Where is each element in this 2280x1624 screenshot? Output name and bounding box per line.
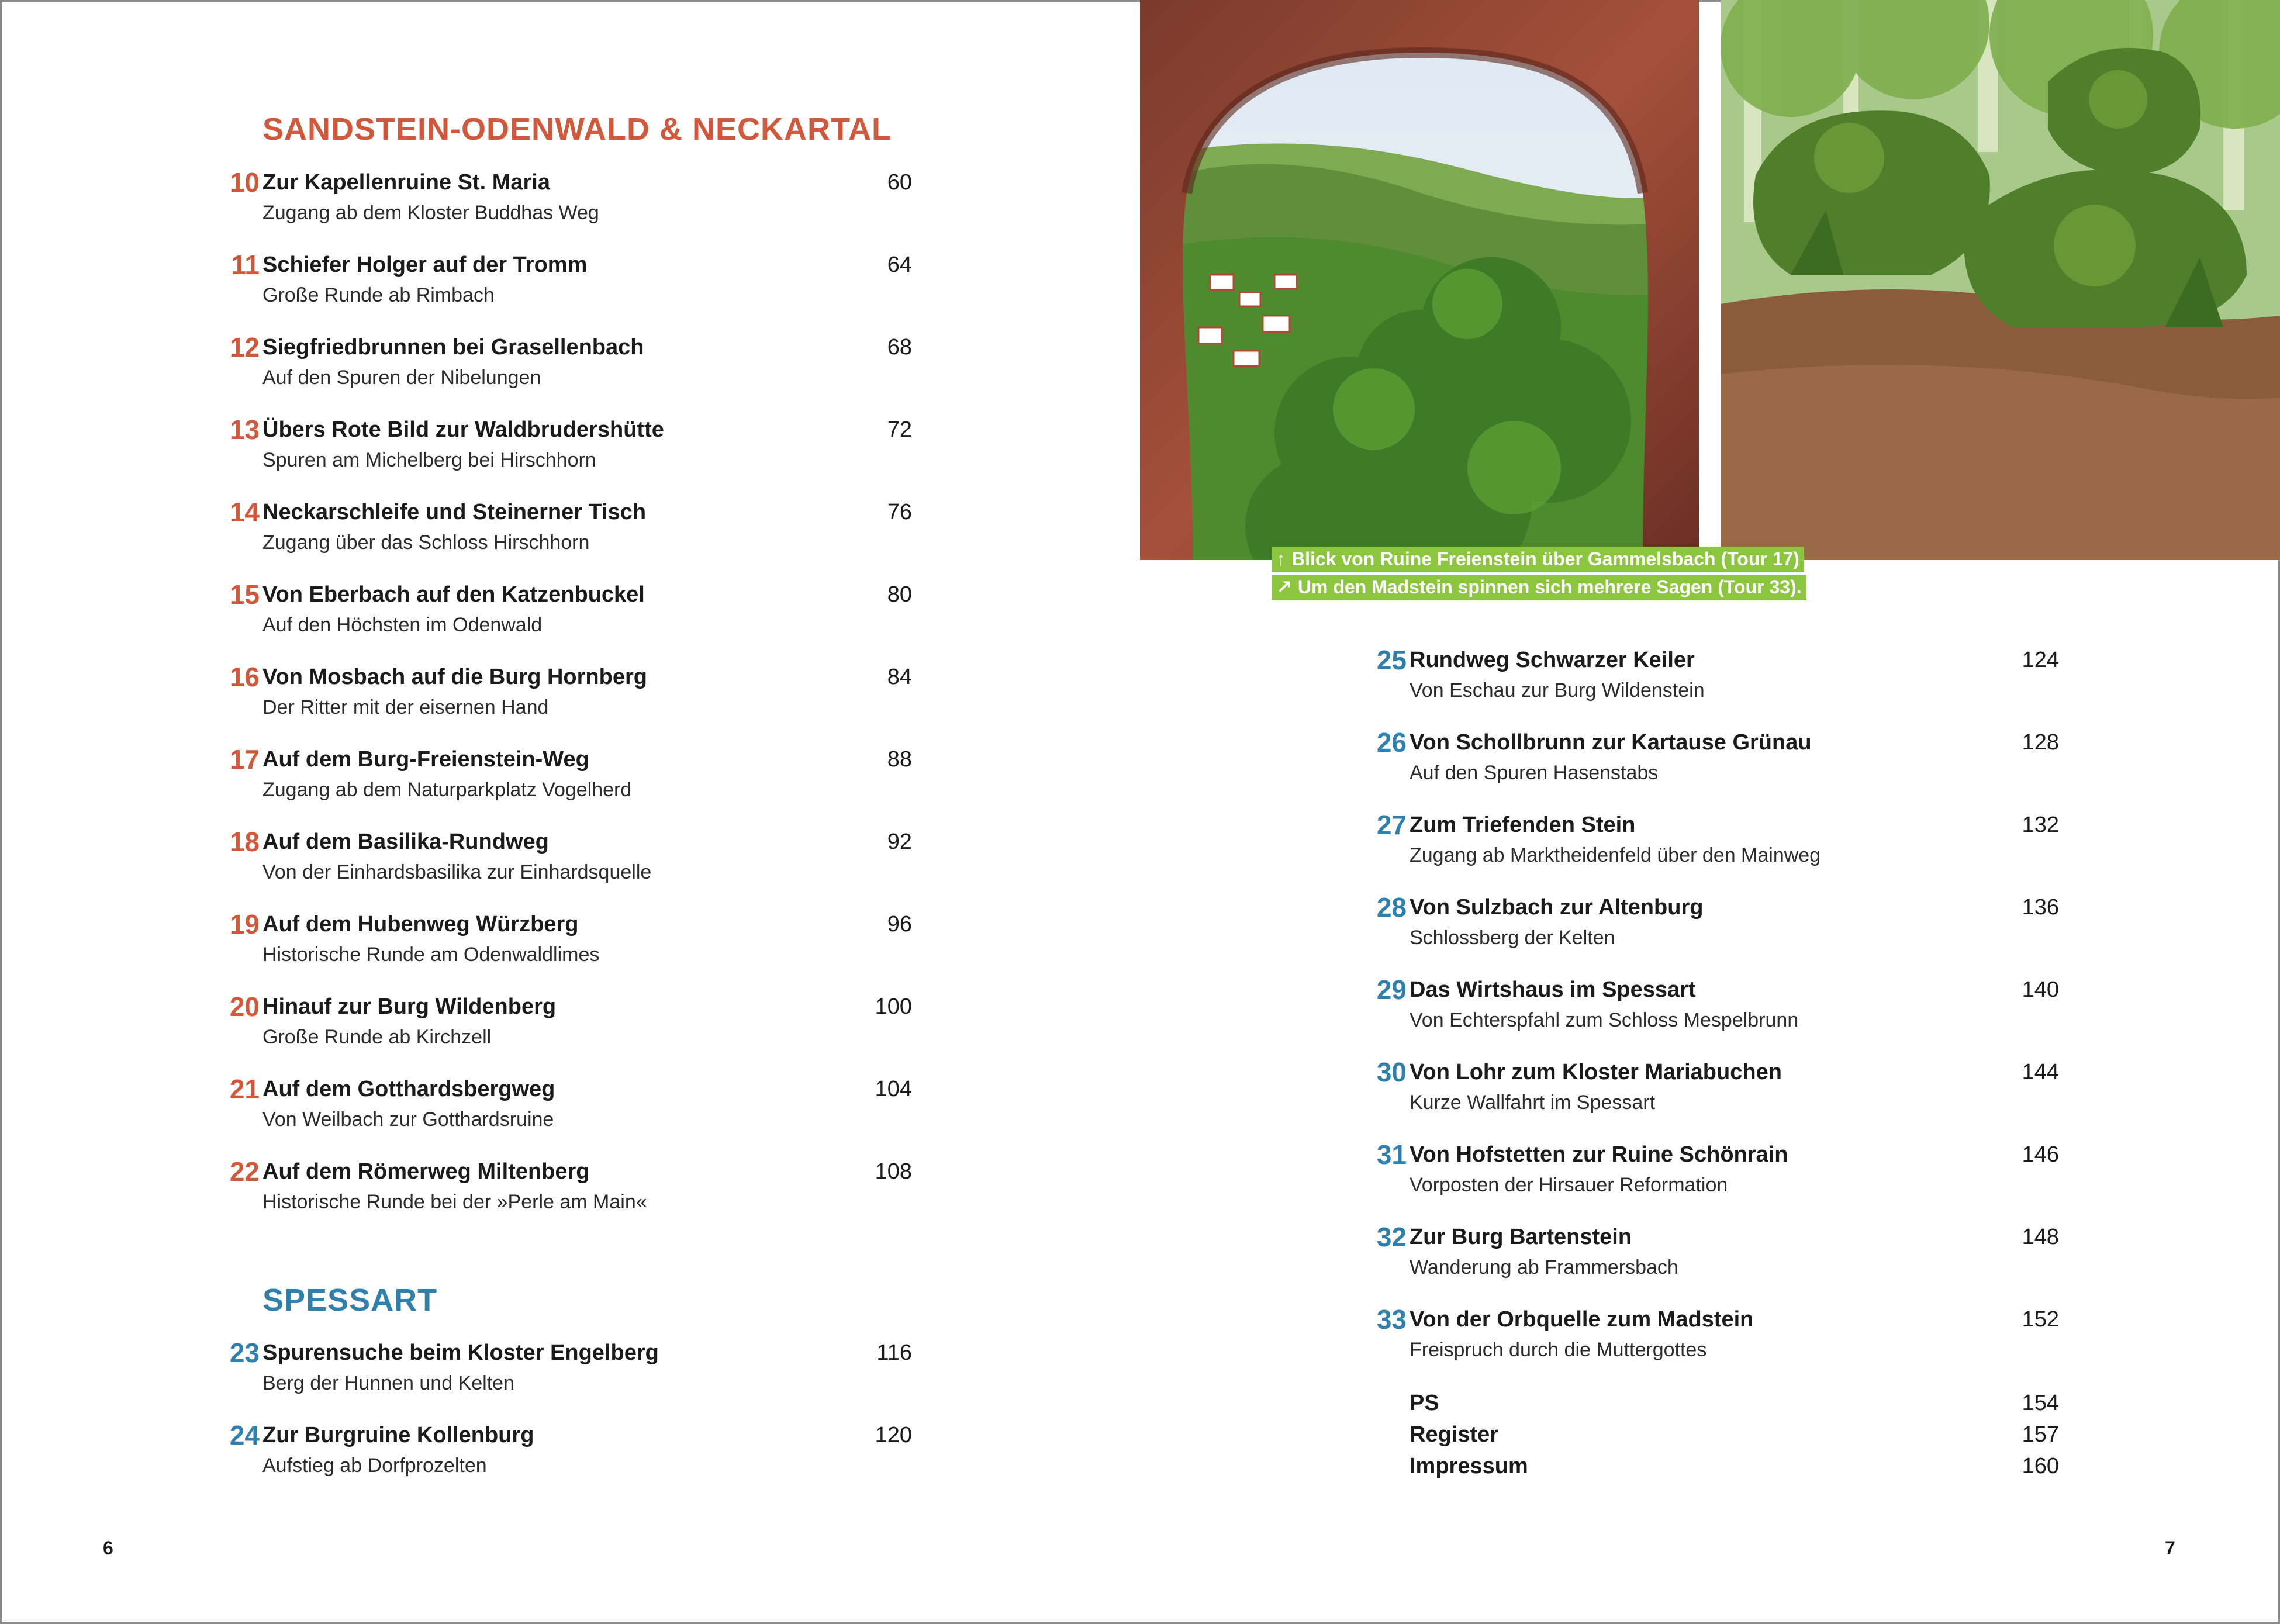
tour-number: 26 <box>1376 727 1407 758</box>
page-number-right: 7 <box>2165 1537 2175 1559</box>
tour-title: Hinauf zur Burg Wildenberg <box>262 994 557 1019</box>
tour-subtitle: Historische Runde am Odenwaldlimes <box>262 944 600 966</box>
tour-number: 16 <box>229 662 260 692</box>
tour-number: 22 <box>229 1156 260 1187</box>
toc-extra-entry[interactable] <box>1410 1389 2059 1419</box>
tour-subtitle: Zugang über das Schloss Hirschhorn <box>262 531 590 554</box>
tour-page-number: 84 <box>887 665 912 689</box>
toc-entry[interactable] <box>219 743 912 807</box>
tour-number: 25 <box>1376 645 1407 675</box>
tour-page-number: 60 <box>887 170 912 195</box>
photo-caption <box>1272 575 1806 600</box>
tour-number: 23 <box>229 1338 260 1368</box>
tour-title: Auf dem Römerweg Miltenberg <box>262 1159 590 1184</box>
tour-title: Zur Burg Bartenstein <box>1410 1225 1632 1249</box>
tour-page-number: 148 <box>2022 1225 2059 1249</box>
toc-entry[interactable] <box>1366 644 2059 708</box>
tour-subtitle: Spuren am Michelberg bei Hirschhorn <box>262 449 596 471</box>
arrow-up-icon: ↑ <box>1276 548 1286 569</box>
tour-page-number: 140 <box>2022 977 2059 1002</box>
tour-title: Zur Burgruine Kollenburg <box>262 1423 534 1447</box>
tour-number: 30 <box>1376 1057 1407 1087</box>
toc-entry[interactable] <box>219 166 912 230</box>
tour-number: 28 <box>1376 892 1407 922</box>
tour-number: 21 <box>229 1074 260 1104</box>
tour-number: 33 <box>1376 1304 1407 1335</box>
tour-subtitle: Vorposten der Hirsauer Reformation <box>1410 1174 1728 1196</box>
tour-number: 31 <box>1376 1139 1407 1170</box>
tour-number: 19 <box>229 909 260 939</box>
tour-title: Zum Triefenden Stein <box>1410 813 1636 837</box>
tour-title: Von Sulzbach zur Altenburg <box>1410 895 1704 920</box>
photo-ruine-freienstein <box>1140 0 1699 560</box>
tour-page-number: 152 <box>2022 1307 2059 1332</box>
tour-subtitle: Von der Einhardsbasilika zur Einhardsquelle <box>262 861 652 883</box>
tour-title: Schiefer Holger auf der Tromm <box>262 253 588 277</box>
tour-page-number: 88 <box>887 747 912 772</box>
tour-page-number: 108 <box>875 1159 912 1184</box>
tour-title: Das Wirtshaus im Spessart <box>1410 977 1696 1002</box>
tour-number: 18 <box>229 827 260 857</box>
tour-subtitle: Auf den Höchsten im Odenwald <box>262 614 543 636</box>
toc-extra-entry[interactable] <box>1410 1452 2059 1483</box>
tour-page-number: 100 <box>875 994 912 1019</box>
tour-page-number: 132 <box>2022 813 2059 837</box>
tour-subtitle: Von Weilbach zur Gotthardsruine <box>262 1108 554 1131</box>
tour-title: Siegfriedbrunnen bei Grasellenbach <box>262 335 644 360</box>
tour-number: 20 <box>229 991 260 1022</box>
toc-entry[interactable] <box>219 825 912 890</box>
tour-page-number: 120 <box>875 1423 912 1447</box>
tour-number: 24 <box>229 1420 260 1450</box>
tour-title: Zur Kapellenruine St. Maria <box>262 170 550 195</box>
toc-entry[interactable] <box>1366 726 2059 790</box>
tour-number: 27 <box>1376 810 1407 840</box>
photo-madstein <box>1721 0 2280 560</box>
page-number-left: 6 <box>103 1537 113 1559</box>
tour-number: 32 <box>1376 1222 1407 1252</box>
toc-entry[interactable] <box>1366 1303 2059 1367</box>
tour-number: 29 <box>1376 975 1407 1005</box>
tour-page-number: 116 <box>876 1340 912 1365</box>
tour-page-number: 92 <box>887 830 912 854</box>
tour-title: Von Hofstetten zur Ruine Schönrain <box>1410 1142 1788 1167</box>
tour-subtitle: Große Runde ab Kirchzell <box>262 1026 492 1048</box>
toc-entry[interactable] <box>1366 1221 2059 1285</box>
tour-number: 12 <box>229 332 260 362</box>
tour-page-number: 72 <box>887 417 912 442</box>
tour-number: 13 <box>229 414 260 445</box>
tour-title: Spurensuche beim Kloster Engelberg <box>262 1340 659 1365</box>
toc-entry[interactable] <box>219 578 912 642</box>
toc-entry[interactable] <box>219 990 912 1055</box>
tour-page-number: 124 <box>2022 648 2059 672</box>
toc-entry[interactable] <box>1366 1056 2059 1120</box>
tour-title: Von Mosbach auf die Burg Hornberg <box>262 665 647 689</box>
tour-subtitle: Wanderung ab Frammersbach <box>1410 1256 1678 1279</box>
extra-label: PS <box>1410 1391 1439 1415</box>
toc-entry[interactable] <box>219 1419 912 1483</box>
toc-entry[interactable] <box>219 661 912 725</box>
tour-title: Auf dem Gotthardsbergweg <box>262 1077 555 1101</box>
section-title-spessart: SPESSART <box>262 1283 438 1318</box>
tour-number: 15 <box>229 579 260 610</box>
tour-title: Von Eberbach auf den Katzenbuckel <box>262 582 645 607</box>
tour-page-number: 68 <box>887 335 912 360</box>
tour-title: Von Lohr zum Kloster Mariabuchen <box>1410 1060 1782 1084</box>
tour-page-number: 76 <box>887 500 912 524</box>
tour-subtitle: Berg der Hunnen und Kelten <box>262 1372 514 1394</box>
toc-entry[interactable] <box>219 1155 912 1219</box>
toc-entry[interactable] <box>1366 973 2059 1038</box>
tour-subtitle: Zugang ab dem Naturparkplatz Vogelherd <box>262 779 632 801</box>
toc-entry[interactable] <box>219 248 912 313</box>
toc-extra-entry[interactable] <box>1410 1421 2059 1451</box>
extra-label: Impressum <box>1410 1454 1528 1478</box>
toc-entry[interactable] <box>1366 808 2059 873</box>
toc-entry[interactable] <box>1366 891 2059 955</box>
tour-subtitle: Von Eschau zur Burg Wildenstein <box>1410 679 1705 702</box>
tour-subtitle: Zugang ab Marktheidenfeld über den Mainweg <box>1410 844 1821 866</box>
tour-subtitle: Auf den Spuren Hasenstabs <box>1410 762 1659 784</box>
tour-subtitle: Zugang ab dem Kloster Buddhas Weg <box>262 202 599 224</box>
tour-page-number: 80 <box>887 582 912 607</box>
tour-title: Von der Orbquelle zum Madstein <box>1410 1307 1754 1332</box>
toc-entry[interactable] <box>1366 1138 2059 1203</box>
tour-number: 10 <box>229 167 260 198</box>
tour-title: Von Schollbrunn zur Kartause Grünau <box>1410 730 1812 755</box>
tour-page-number: 96 <box>887 912 912 937</box>
tour-page-number: 104 <box>875 1077 912 1101</box>
toc-entry[interactable] <box>219 1073 912 1137</box>
tour-subtitle: Große Runde ab Rimbach <box>262 284 495 306</box>
tour-title: Übers Rote Bild zur Waldbrudershütte <box>262 417 664 442</box>
caption-text: Um den Madstein spinnen sich mehrere Sagen (Tour 33). <box>1297 576 1802 597</box>
tour-title: Auf dem Burg-Freienstein-Weg <box>262 747 589 772</box>
extra-page-number: 160 <box>2022 1454 2059 1478</box>
tour-page-number: 64 <box>887 253 912 277</box>
tour-title: Auf dem Basilika-Rundweg <box>262 830 549 854</box>
tour-subtitle: Kurze Wallfahrt im Spessart <box>1410 1091 1656 1114</box>
toc-entry[interactable] <box>219 1336 912 1401</box>
toc-entry[interactable] <box>219 413 912 478</box>
extra-page-number: 154 <box>2022 1391 2059 1415</box>
tour-subtitle: Historische Runde bei der »Perle am Main« <box>262 1191 647 1213</box>
tour-number: 17 <box>229 744 260 775</box>
photo-caption <box>1272 547 1804 572</box>
toc-entry[interactable] <box>219 908 912 972</box>
tour-page-number: 136 <box>2022 895 2059 920</box>
tour-page-number: 144 <box>2022 1060 2059 1084</box>
extra-page-number: 157 <box>2022 1422 2059 1447</box>
tour-subtitle: Aufstieg ab Dorfprozelten <box>262 1454 487 1477</box>
tour-subtitle: Freispruch durch die Muttergottes <box>1410 1339 1707 1361</box>
tour-number: 14 <box>229 497 260 527</box>
tour-page-number: 128 <box>2022 730 2059 755</box>
tour-subtitle: Von Echterspfahl zum Schloss Mespelbrunn <box>1410 1009 1799 1031</box>
tour-title: Auf dem Hubenweg Würzberg <box>262 912 579 937</box>
tour-title: Rundweg Schwarzer Keiler <box>1410 648 1695 672</box>
tour-title: Neckarschleife und Steinerner Tisch <box>262 500 647 524</box>
tour-page-number: 146 <box>2022 1142 2059 1167</box>
tour-subtitle: Schlossberg der Kelten <box>1410 927 1615 949</box>
extra-label: Register <box>1410 1422 1499 1447</box>
tour-number: 11 <box>231 250 260 280</box>
toc-entry[interactable] <box>219 331 912 395</box>
tour-subtitle: Der Ritter mit der eisernen Hand <box>262 696 549 718</box>
caption-text: Blick von Ruine Freienstein über Gammelsbach (Tour 17) <box>1291 548 1799 569</box>
tour-subtitle: Auf den Spuren der Nibelungen <box>262 367 541 389</box>
toc-entry[interactable] <box>219 496 912 560</box>
arrow-up-right-icon: ↗ <box>1276 576 1292 597</box>
section-title-odenwald: SANDSTEIN-ODENWALD & NECKARTAL <box>262 112 892 147</box>
